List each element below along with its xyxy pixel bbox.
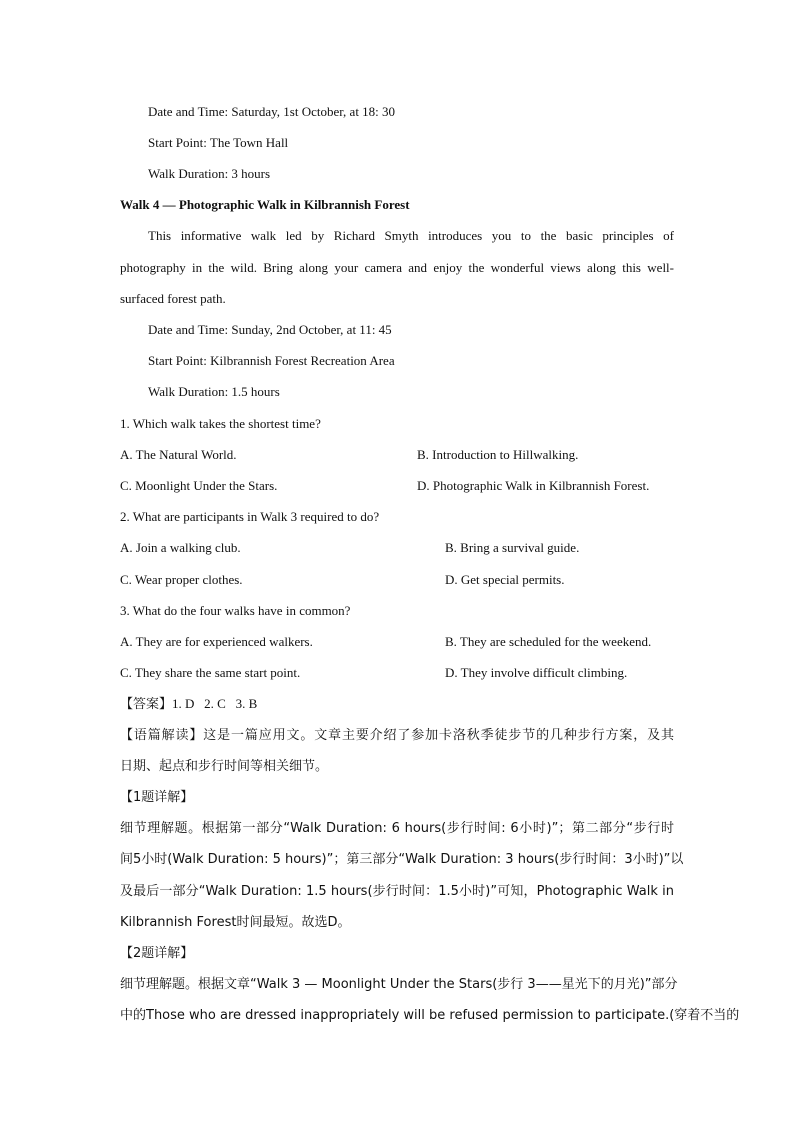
question-2-option-b: B. Bring a survival guide.	[445, 540, 580, 555]
question-3-option-d: D. They involve difficult climbing.	[445, 665, 628, 680]
question-3-option-b: B. They are scheduled for the weekend.	[445, 634, 652, 649]
reading-text-1: 这是一篇应用文。文章主要介绍了参加卡洛秋季徒步节的几种步行方案，及其	[203, 728, 674, 743]
reading-line-2: 日期、起点和步行时间等相关细节。	[120, 759, 329, 774]
walk4-duration: Walk Duration: 1.5 hours	[148, 384, 280, 399]
walk4-description-line-2: photography in the wild. Bring along your camera and enjoy the wonderful views along this well-	[120, 260, 674, 275]
question-1-stem: 1. Which walk takes the shortest time?	[120, 416, 321, 431]
question-1-option-a: A. The Natural World.	[120, 447, 237, 462]
walk4-heading: Walk 4 — Photographic Walk in Kilbrannish Forest	[120, 197, 410, 212]
question-1-option-c: C. Moonlight Under the Stars.	[120, 478, 278, 493]
answer-label: 【答案】	[120, 697, 173, 712]
walk3-date: Date and Time: Saturday, 1st October, at 18: 30	[148, 104, 396, 119]
question-2-option-a: A. Join a walking club.	[120, 540, 241, 555]
walk3-duration: Walk Duration: 3 hours	[148, 166, 271, 181]
question-3-option-c: C. They share the same start point.	[120, 665, 301, 680]
q1-explanation-label: 【1题详解】	[120, 790, 194, 805]
question-3-stem: 3. What do the four walks have in common?	[120, 603, 351, 618]
walk4-description-line-3: surfaced forest path.	[120, 291, 226, 306]
answer-values: 1. D 2. C 3. B	[172, 696, 258, 711]
question-2-option-d: D. Get special permits.	[445, 572, 565, 587]
question-2-stem: 2. What are participants in Walk 3 required to do?	[120, 509, 380, 524]
question-1-option-d: D. Photographic Walk in Kilbrannish Forest.	[417, 478, 650, 493]
walk4-date: Date and Time: Sunday, 2nd October, at 11: 45	[148, 322, 392, 337]
question-1-option-b: B. Introduction to Hillwalking.	[417, 447, 579, 462]
answer-line	[120, 694, 257, 715]
question-3-option-a: A. They are for experienced walkers.	[120, 634, 313, 649]
q1-explanation-line-3: 及最后一部分“Walk Duration: 1.5 hours(步行时间：1.5小时)”可知，Photographic Walk in	[120, 884, 674, 899]
reading-line-1	[120, 726, 674, 746]
q2-explanation-line-2: 中的Those who are dressed inappropriately will be refused permission to participate.(穿着不当的	[120, 1008, 740, 1023]
q2-explanation-label: 【2题详解】	[120, 946, 194, 961]
question-2-option-c: C. Wear proper clothes.	[120, 572, 243, 587]
walk4-start-point: Start Point: Kilbrannish Forest Recreation Area	[148, 353, 395, 368]
q1-explanation-line-4: Kilbrannish Forest时间最短。故选D。	[120, 915, 351, 930]
walk4-description-line-1: This informative walk led by Richard Smyth introduces you to the basic principles of	[148, 228, 674, 243]
q1-explanation-line-1: 细节理解题。根据第一部分“Walk Duration: 6 hours(步行时间: 6小时)”；第二部分“步行时	[120, 821, 674, 836]
q2-explanation-line-1: 细节理解题。根据文章“Walk 3 — Moonlight Under the Stars(步行 3——星光下的月光)”部分	[120, 977, 678, 992]
walk3-start-point: Start Point: The Town Hall	[148, 135, 289, 150]
q1-explanation-line-2: 间5小时(Walk Duration: 5 hours)”；第三部分“Walk Duration: 3 hours(步行时间：3小时)”以	[120, 852, 684, 867]
reading-label: 【语篇解读】	[120, 728, 204, 743]
